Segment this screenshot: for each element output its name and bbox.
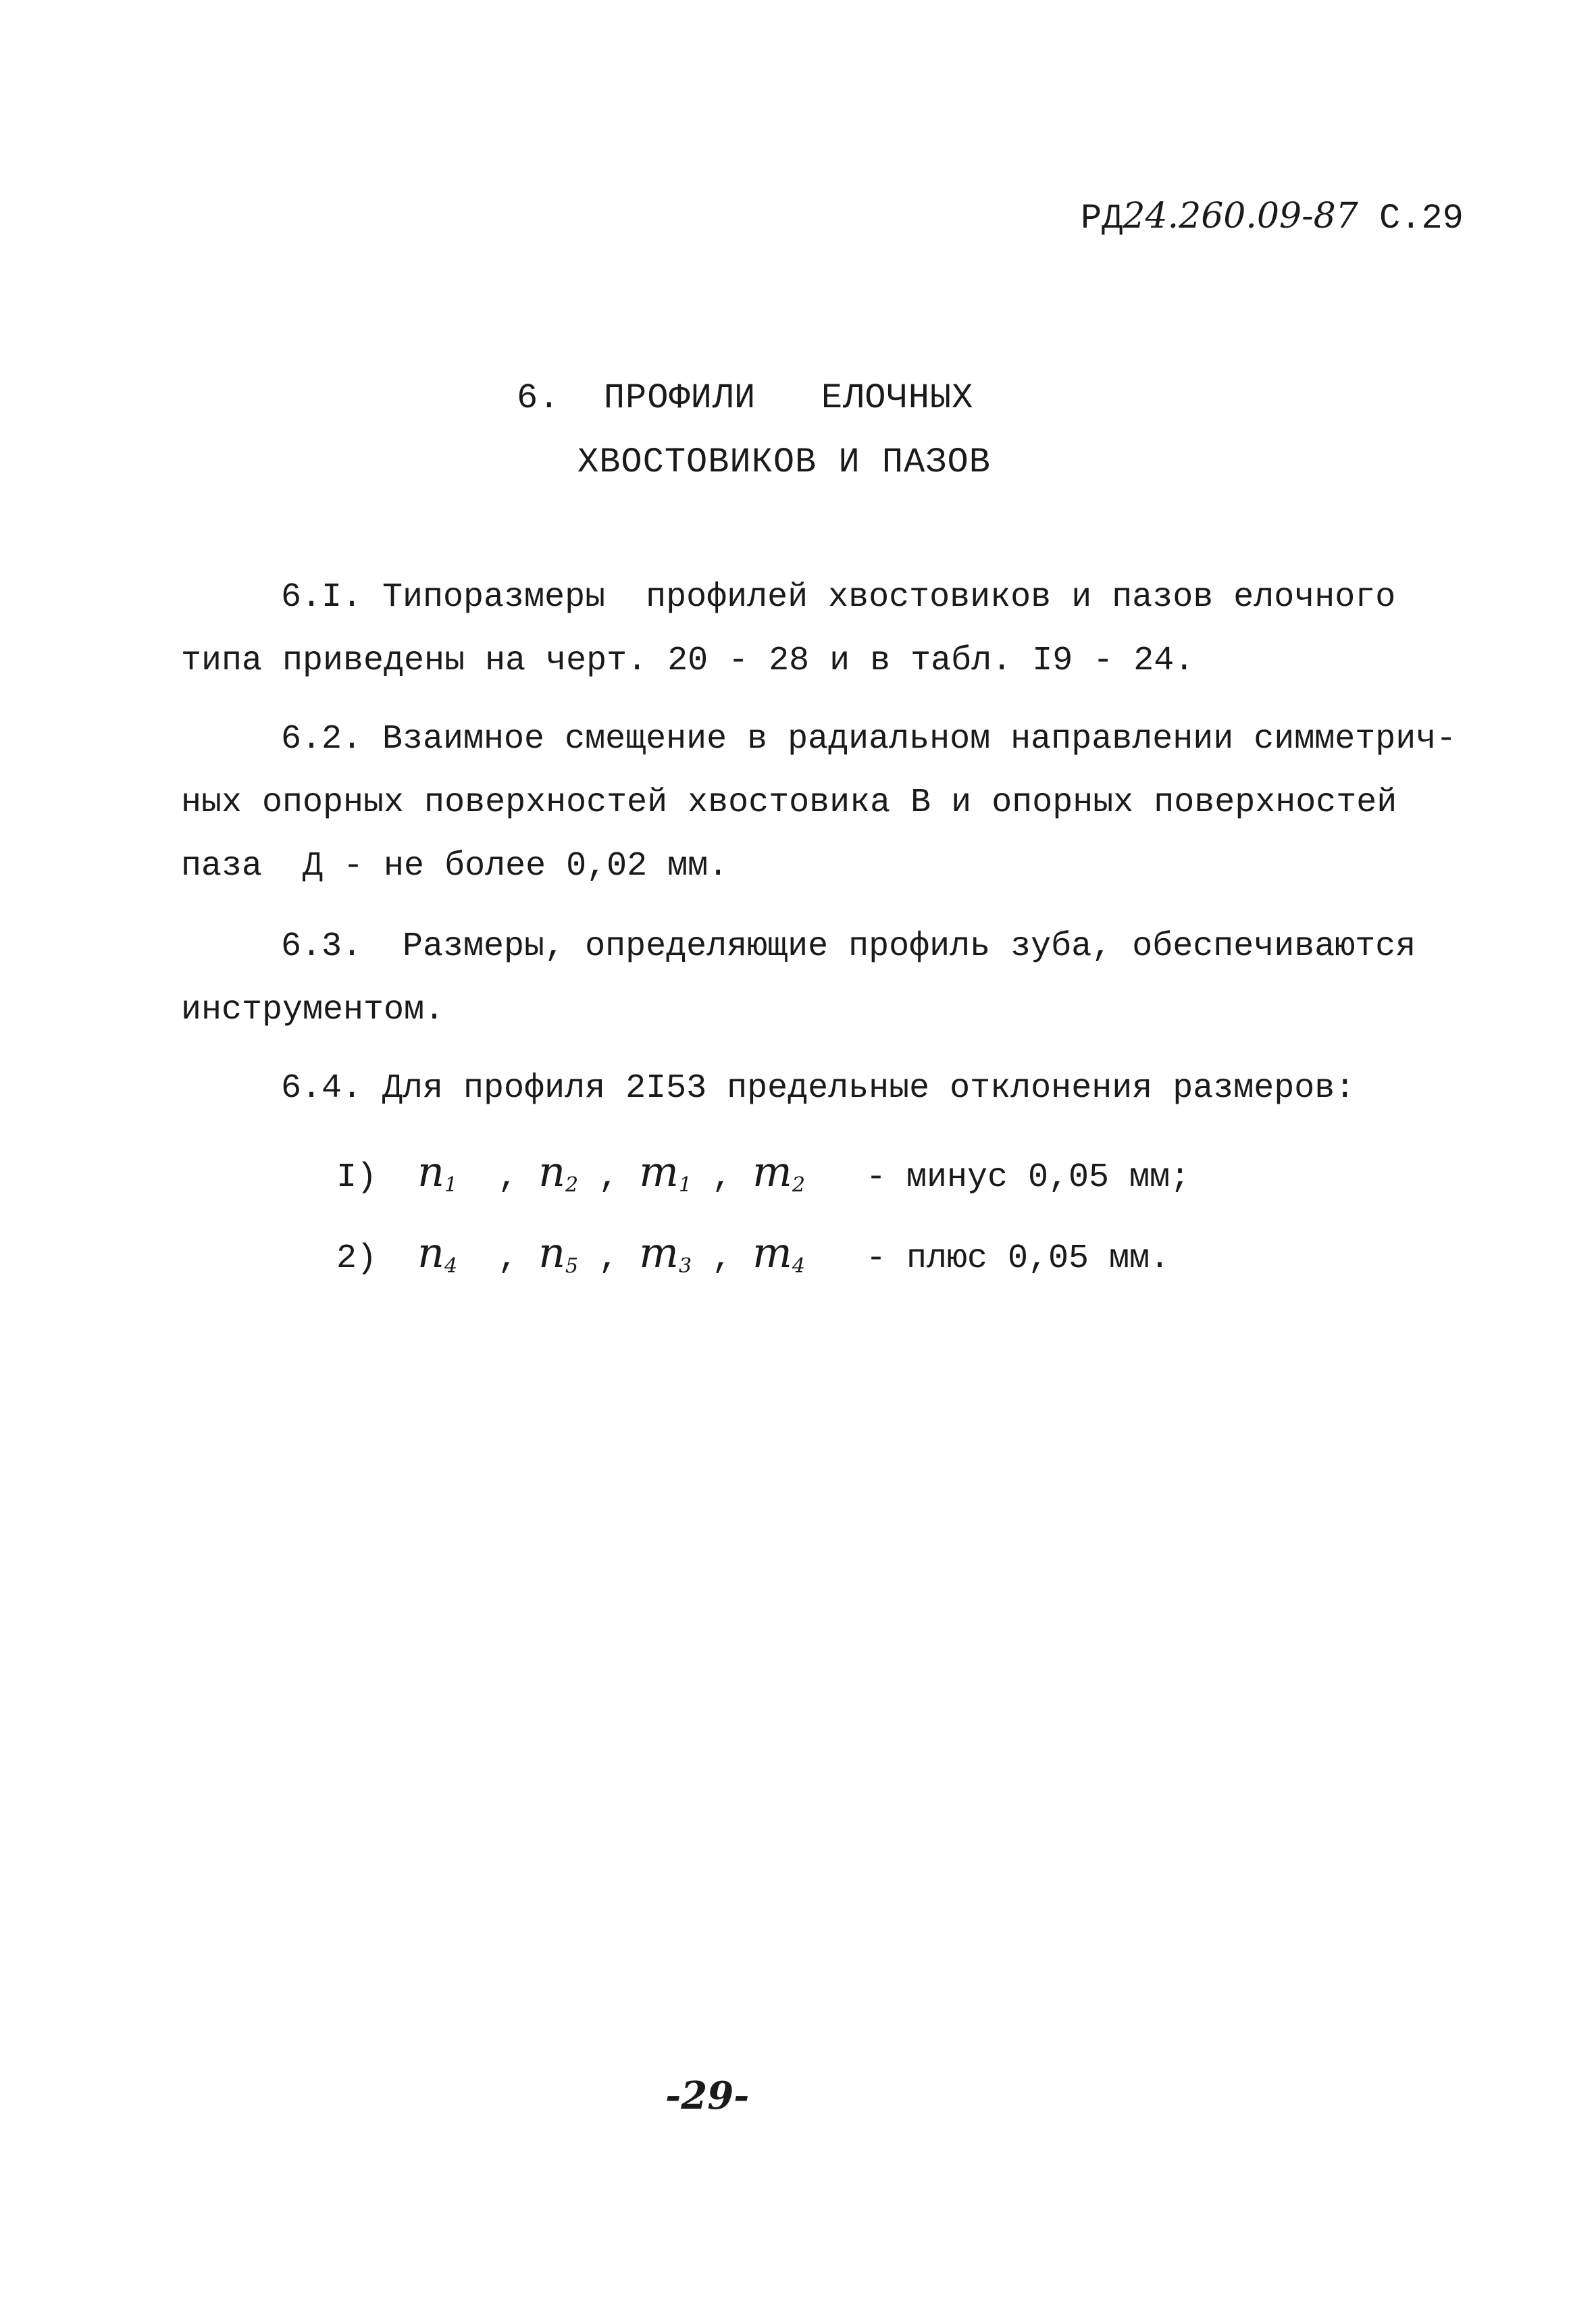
- document-code-prefix: РД: [1081, 199, 1123, 238]
- symbol-m1: $m_1$: [639, 1147, 692, 1197]
- paragraph-line: паза Д - не более 0,02 мм.: [181, 847, 729, 885]
- paragraph-6-1: [181, 566, 1431, 693]
- paragraph-line: ных опорных поверхностей хвостовика В и опорных поверхностей: [181, 783, 1397, 822]
- page-reference: С.29: [1379, 199, 1464, 238]
- symbol-m3: $m_3$: [639, 1228, 692, 1278]
- list-marker: I): [336, 1158, 378, 1197]
- list-item-tail: - плюс 0,05 мм.: [865, 1239, 1170, 1278]
- symbol-n2: $n_2$: [538, 1147, 579, 1197]
- paragraph-6-4: [181, 1057, 1431, 1121]
- symbol-n4: $n_4$: [417, 1228, 458, 1278]
- page-number: -29-: [665, 2074, 750, 2118]
- paragraph-line: 6.3. Размеры, определяющие профиль зуба, обеспечиваются: [281, 927, 1416, 966]
- document-code-handwritten: 24.260.09-87: [1123, 196, 1358, 236]
- list-item-2: 2) $n_4$ , $n_5$ , $m_3$ , $m_4$ - плюс 0,05 мм.: [336, 1228, 1170, 1278]
- paragraph-line: 6.2. Взаимное смещение в радиальном направлении симметрич-: [281, 720, 1457, 759]
- paragraph-line: инструментом.: [181, 991, 445, 1029]
- list-item-1: I) $n_1$ , $n_2$ , $m_1$ , $m_2$ - минус 0,05 мм;: [336, 1147, 1191, 1197]
- symbol-m4: $m_4$: [752, 1228, 805, 1278]
- document-code: [1081, 196, 1464, 238]
- list-marker: 2): [336, 1239, 378, 1278]
- paragraph-6-3: [181, 915, 1431, 1042]
- symbol-n5: $n_5$: [538, 1228, 579, 1278]
- paragraph-line: 6.4. Для профиля 2I53 предельные отклонения размеров:: [281, 1069, 1356, 1108]
- symbol-n1: $n_1$: [417, 1147, 458, 1197]
- symbol-m2: $m_2$: [752, 1147, 805, 1197]
- paragraph-6-2: [181, 708, 1457, 898]
- list-item-tail: - минус 0,05 мм;: [865, 1158, 1191, 1197]
- section-title-line-1: 6. ПРОФИЛИ ЕЛОЧНЫХ: [517, 378, 974, 418]
- paragraph-line: типа приведены на черт. 20 - 28 и в табл. I9 - 24.: [181, 642, 1195, 680]
- paragraph-line: 6.I. Типоразмеры профилей хвостовиков и пазов елочного: [281, 578, 1396, 617]
- section-title-line-2: ХВОСТОВИКОВ И ПАЗОВ: [577, 442, 991, 482]
